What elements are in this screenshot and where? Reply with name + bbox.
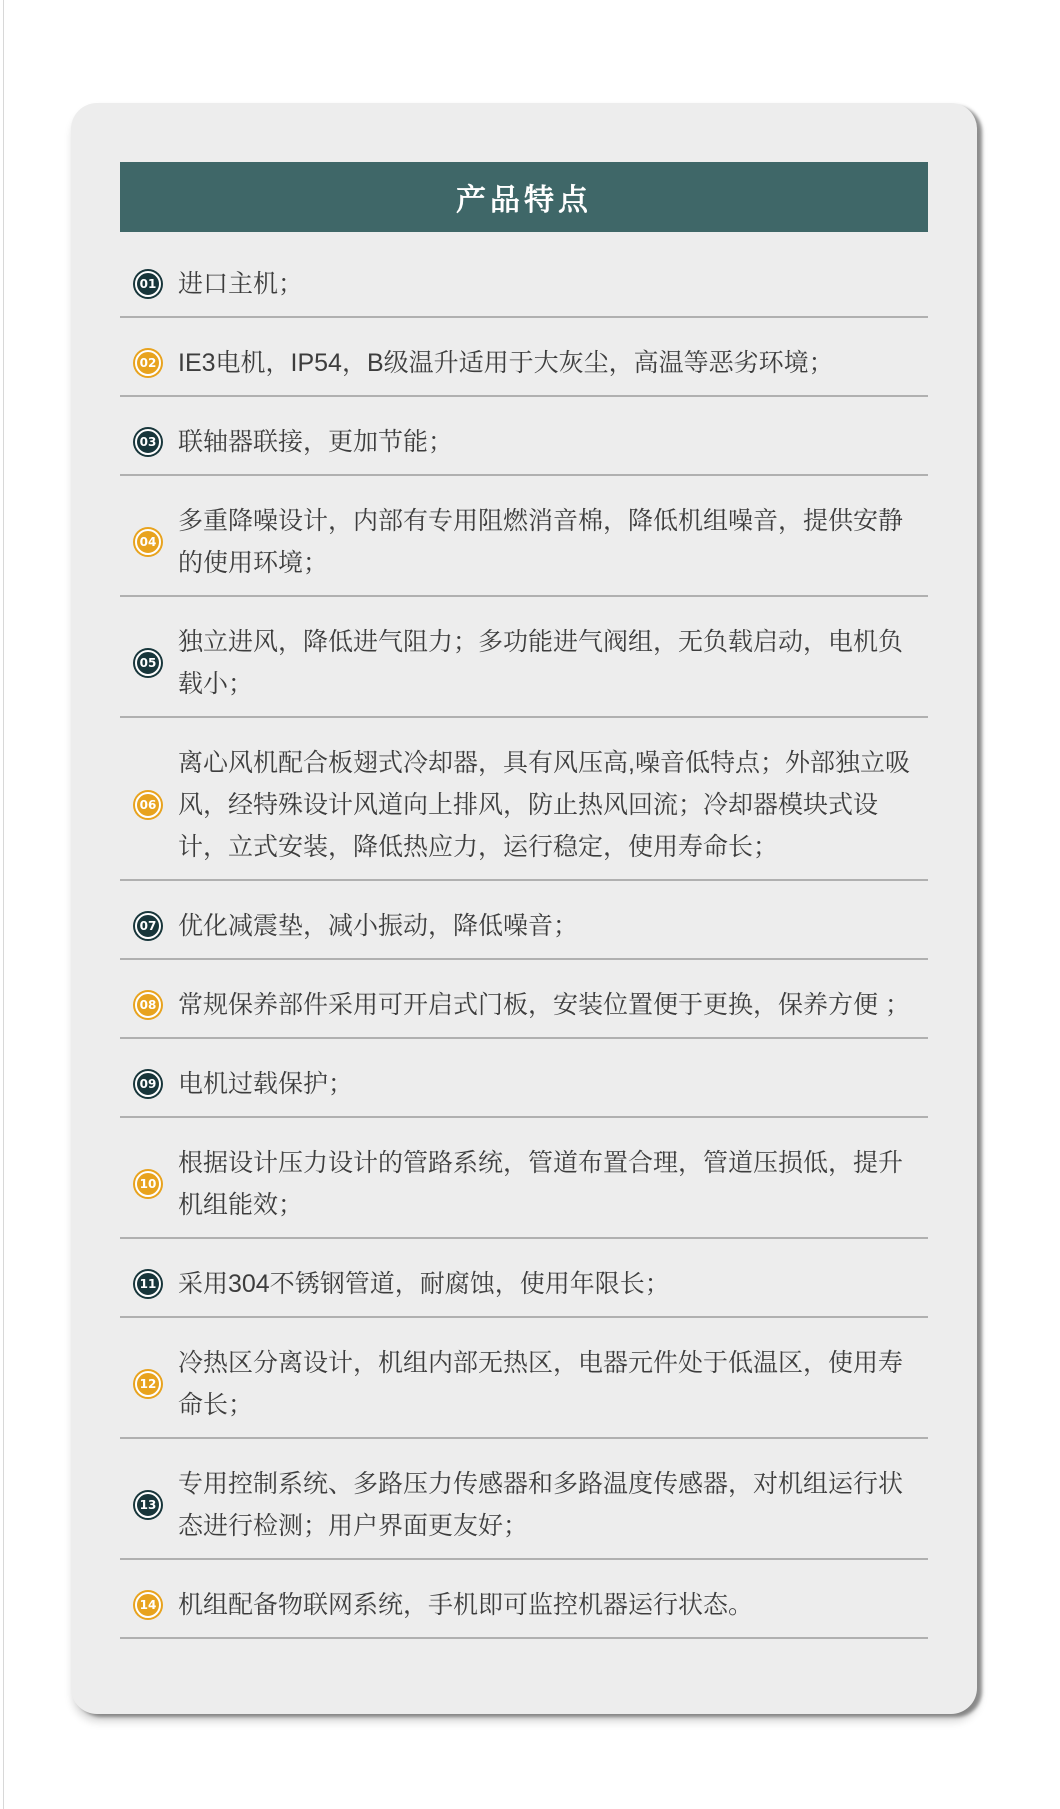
item-number-badge: 13 — [135, 1492, 161, 1518]
feature-text: IE3电机，IP54，B级温升适用于大灰尘，高温等恶劣环境； — [178, 349, 834, 377]
badge-column — [120, 271, 178, 297]
page-title: 产品特点 — [456, 184, 592, 217]
badge-column — [120, 792, 178, 818]
feature-list-item — [120, 621, 928, 718]
badge-column — [120, 350, 178, 376]
item-number-badge: 12 — [135, 1371, 161, 1397]
feature-text: 联轴器联接，更加节能； — [178, 428, 454, 456]
feature-list-item — [120, 1342, 928, 1439]
page-left-border — [3, 0, 4, 1809]
item-number-badge: 04 — [135, 529, 161, 555]
feature-text: 常规保养部件采用可开启式门板，安装位置便于更换，保养方便 ； — [178, 991, 910, 1019]
feature-text: 采用304不锈钢管道，耐腐蚀，使用年限长； — [178, 1270, 670, 1298]
item-number-badge: 07 — [135, 913, 161, 939]
badge-column — [120, 650, 178, 676]
item-number-badge: 06 — [135, 792, 161, 818]
item-number-badge: 08 — [135, 992, 161, 1018]
badge-column — [120, 1592, 178, 1618]
badge-column — [120, 1071, 178, 1097]
feature-text: 优化减震垫，减小振动，降低噪音； — [178, 912, 579, 940]
product-features-card — [71, 103, 977, 1714]
item-number-badge: 01 — [135, 271, 161, 297]
badge-column — [120, 429, 178, 455]
feature-list-item — [120, 984, 928, 1039]
feature-list — [71, 232, 977, 1639]
feature-text: 进口主机； — [178, 270, 304, 298]
feature-list-item — [120, 1142, 928, 1239]
feature-list-item — [120, 1063, 928, 1118]
badge-column — [120, 529, 178, 555]
item-number-badge: 02 — [135, 350, 161, 376]
feature-list-item — [120, 905, 928, 960]
item-number-badge: 14 — [135, 1592, 161, 1618]
badge-column — [120, 1271, 178, 1297]
item-number-badge: 09 — [135, 1071, 161, 1097]
feature-list-item — [120, 1263, 928, 1318]
badge-column — [120, 1371, 178, 1397]
badge-column — [120, 1492, 178, 1518]
badge-column — [120, 1171, 178, 1197]
item-number-badge: 11 — [135, 1271, 161, 1297]
item-number-badge: 03 — [135, 429, 161, 455]
feature-list-item — [120, 1463, 928, 1560]
section-title-banner — [120, 162, 928, 232]
feature-text: 根据设计压力设计的管路系统，管道布置合理，管道压损低，提升机组能效； — [178, 1149, 904, 1219]
feature-list-item — [120, 421, 928, 476]
feature-list-item — [120, 500, 928, 597]
item-number-badge: 10 — [135, 1171, 161, 1197]
feature-text: 专用控制系统、多路压力传感器和多路温度传感器，对机组运行状态进行检测；用户界面更友好； — [178, 1470, 904, 1540]
feature-text: 冷热区分离设计，机组内部无热区，电器元件处于低温区，使用寿命长； — [178, 1349, 904, 1419]
feature-list-item — [120, 1584, 928, 1639]
feature-list-item — [120, 263, 928, 318]
feature-list-item — [120, 742, 928, 881]
feature-list-item — [120, 342, 928, 397]
feature-text: 多重降噪设计，内部有专用阻燃消音棉，降低机组噪音，提供安静的使用环境； — [178, 507, 904, 577]
badge-column — [120, 992, 178, 1018]
feature-text: 电机过载保护； — [178, 1070, 354, 1098]
item-number-badge: 05 — [135, 650, 161, 676]
feature-text: 机组配备物联网系统，手机即可监控机器运行状态。 — [178, 1591, 754, 1619]
badge-column — [120, 913, 178, 939]
feature-text: 独立进风，降低进气阻力；多功能进气阀组，无负载启动，电机负载小； — [178, 628, 904, 698]
feature-text: 离心风机配合板翅式冷却器，具有风压高,噪音低特点；外部独立吸风，经特殊设计风道向上排风，防止热风回流；冷却器模块式设计，立式安装，降低热应力，运行稳定，使用寿命长； — [178, 749, 910, 861]
